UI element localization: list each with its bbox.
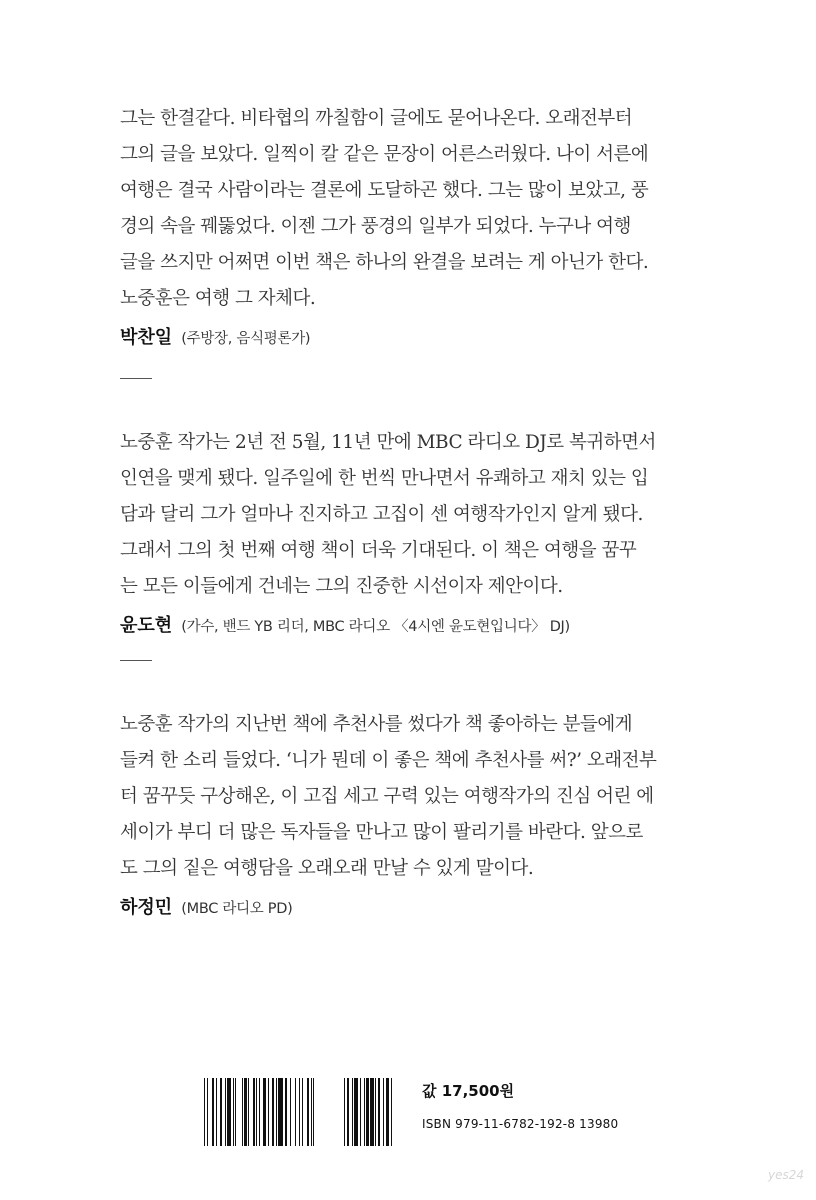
barcode-bar xyxy=(268,1078,269,1146)
barcode-bar xyxy=(302,1078,303,1146)
barcode-bar xyxy=(307,1078,310,1146)
blurb-line: 그는 한결같다. 비타협의 까칠함이 글에도 묻어나온다. 오래전부터 xyxy=(120,108,633,129)
barcode-bar xyxy=(391,1078,392,1146)
blurb-credit xyxy=(120,323,704,354)
reviewer-role: (주방장, 음식평론가) xyxy=(181,331,311,347)
barcode-bar xyxy=(207,1078,208,1146)
barcode-bar xyxy=(278,1078,283,1146)
barcode-bar xyxy=(235,1078,236,1146)
blurb-line: 는 모든 이들에게 건네는 그의 진중한 시선이자 제안이다. xyxy=(120,576,563,597)
blurb-line: 경의 속을 꿰뚫었다. 이젠 그가 풍경의 일부가 되었다. 누구나 여행 xyxy=(120,216,631,237)
barcode-bar xyxy=(276,1078,277,1146)
barcode-bar xyxy=(352,1078,353,1146)
blurb-line: 노중훈은 여행 그 자체다. xyxy=(120,288,316,309)
barcode-bar xyxy=(285,1078,288,1146)
blurb-line: 들켜 한 소리 들었다. ‘니가 뭔데 이 좋은 책에 추천사를 써?’ 오래전부 xyxy=(120,750,657,771)
barcode-bar xyxy=(256,1078,257,1146)
reviewer-name: 하정민 xyxy=(120,897,173,918)
barcode-bar xyxy=(383,1078,384,1146)
price-block xyxy=(422,1080,618,1131)
blurb-line: 그래서 그의 첫 번째 여행 책이 더욱 기대된다. 이 책은 여행을 꿈꾸 xyxy=(120,540,637,561)
barcode-bar xyxy=(378,1078,381,1146)
barcode-bar xyxy=(263,1078,267,1146)
watermark-logo: yes24 xyxy=(768,1168,805,1182)
barcode-bar xyxy=(386,1078,390,1146)
barcode-bar xyxy=(227,1078,231,1146)
price-label: 값 17,500원 xyxy=(422,1082,515,1100)
barcode-bar xyxy=(212,1078,215,1146)
isbn-label: ISBN 979-11-6782-192-8 13980 xyxy=(422,1117,619,1131)
barcode-bar xyxy=(311,1078,312,1146)
barcode-bar xyxy=(248,1078,249,1146)
barcode-bar xyxy=(225,1078,226,1146)
barcode-bar xyxy=(259,1078,260,1146)
barcode-bar xyxy=(364,1078,365,1146)
barcode-addon xyxy=(344,1078,408,1146)
blurb-line: 인연을 맺게 됐다. 일주일에 한 번씩 만나면서 유쾌하고 재치 있는 입 xyxy=(120,468,649,489)
blurb-line: 터 꿈꾸듯 구상해온, 이 고집 세고 구력 있는 여행작가의 진심 어린 에 xyxy=(120,786,654,807)
blurb-line: 노중훈 작가의 지난번 책에 추천사를 썼다가 책 좋아하는 분들에게 xyxy=(120,714,633,735)
blurb-credit xyxy=(120,611,704,642)
barcode-bar xyxy=(253,1078,254,1146)
barcode-bar xyxy=(344,1078,345,1146)
barcode-bar xyxy=(290,1078,291,1146)
reviewer-role: (MBC 라디오 PD) xyxy=(181,901,293,917)
barcode-bar xyxy=(347,1078,350,1146)
blurb-line: 담과 달리 그가 얼마나 진지하고 고집이 센 여행작가인지 알게 됐다. xyxy=(120,504,643,525)
barcode-bar xyxy=(360,1078,361,1146)
section-divider xyxy=(120,660,152,661)
barcode-main xyxy=(204,1078,332,1146)
barcode-bar xyxy=(204,1078,205,1146)
barcode-bar xyxy=(233,1078,234,1146)
barcode-bar xyxy=(370,1078,374,1146)
blurb-line: 글을 쓰지만 어쩌면 이번 책은 하나의 완결을 보려는 게 아닌가 한다. xyxy=(120,252,649,273)
section-divider xyxy=(120,378,152,379)
barcode-bar xyxy=(295,1078,296,1146)
barcode-bar xyxy=(220,1078,223,1146)
barcode-bar xyxy=(366,1078,369,1146)
blurb-line: 도 그의 짙은 여행담을 오래오래 만날 수 있게 말이다. xyxy=(120,858,534,879)
blurb-line: 노중훈 작가는 2년 전 5월, 11년 만에 MBC 라디오 DJ로 복귀하면서 xyxy=(120,432,656,453)
reviewer-role: (가수, 밴드 YB 리더, MBC 라디오 〈4시엔 윤도현입니다〉 DJ) xyxy=(181,619,570,635)
reviewer-name: 윤도현 xyxy=(120,615,173,636)
blurb-line: 그의 글을 보았다. 일찍이 칼 같은 문장이 어른스러웠다. 나이 서른에 xyxy=(120,144,649,165)
blurb-credit xyxy=(120,893,704,924)
barcode-bar xyxy=(299,1078,300,1146)
blurb-park-chanil xyxy=(120,101,704,354)
blurb-yoon-dohyun xyxy=(120,425,704,642)
barcode-bar xyxy=(216,1078,217,1146)
blurb-ha-jungmin xyxy=(120,707,704,924)
barcode-bar xyxy=(242,1078,243,1146)
barcode-bar xyxy=(244,1078,247,1146)
blurb-line: 세이가 부디 더 많은 독자들을 만나고 많이 팔리기를 바란다. 앞으로 xyxy=(120,822,643,843)
barcode-bar xyxy=(375,1078,376,1146)
blurb-line: 여행은 결국 사람이라는 결론에 도달하곤 했다. 그는 많이 보았고, 풍 xyxy=(120,180,649,201)
barcode-bar xyxy=(354,1078,358,1146)
barcode-bar xyxy=(313,1078,314,1146)
barcode-bar xyxy=(272,1078,275,1146)
reviewer-name: 박찬일 xyxy=(120,327,173,348)
